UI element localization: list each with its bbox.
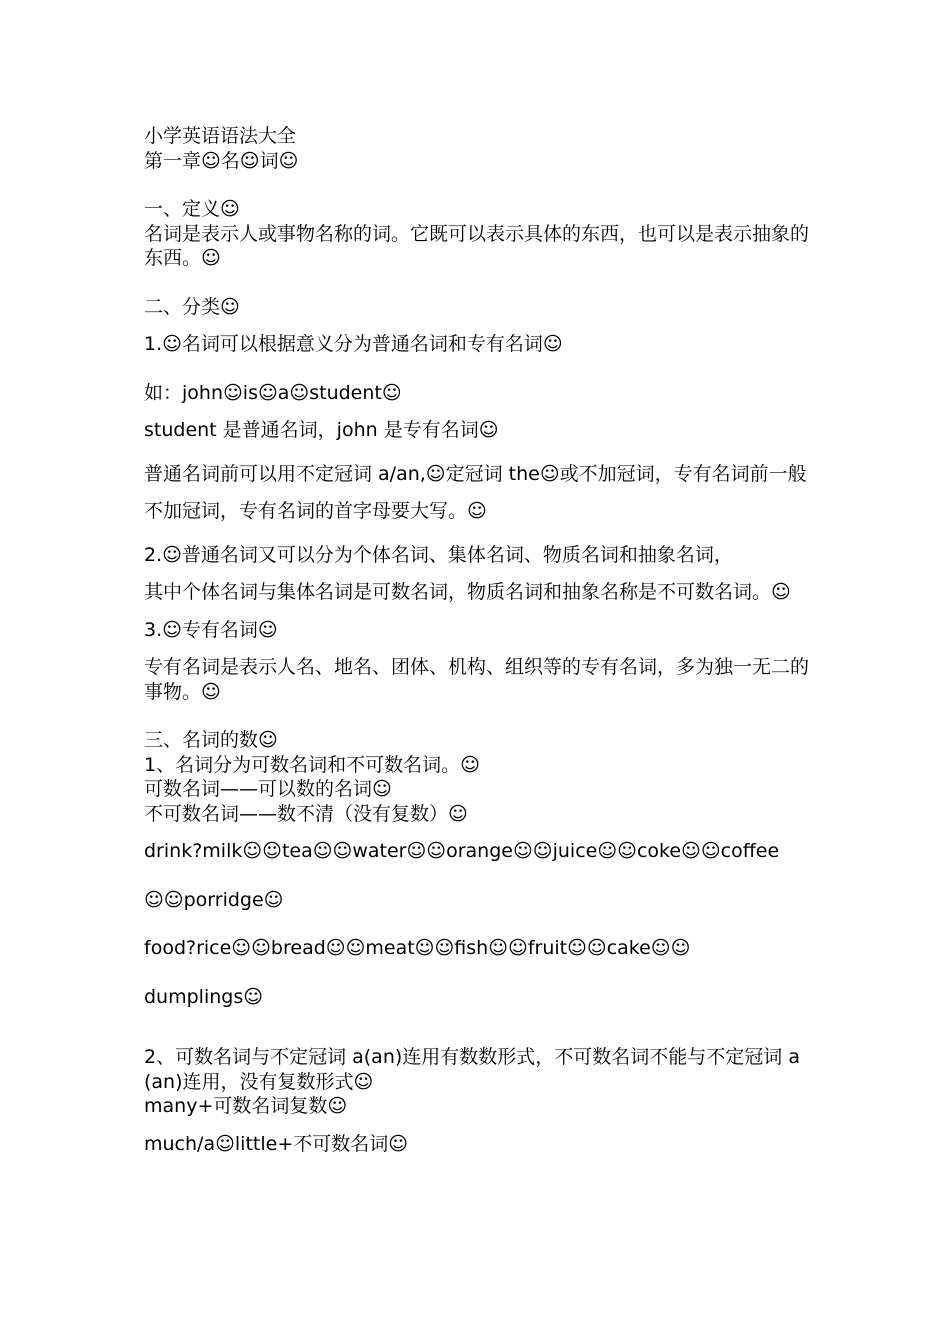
article-rule-paragraph: 普通名词前可以用不定冠词 a/an,☺定冠词 the☺或不加冠词，专有名词前一般不加冠词，专有名词的首字母要大写。☺ [144,462,807,522]
classification-item-3: 3.☺专有名词☺ [144,618,278,641]
document-body [144,124,814,1156]
food-list-line-2: dumplings☺ [144,985,264,1008]
document-title: 小学英语语法大全 [144,125,297,147]
definition-paragraph: 名词是表示人或事物名称的词。它既可以表示具体的东西，也可以是表示抽象的东西。☺ [144,222,810,269]
number-point-1: 1、名词分为可数名词和不可数名词。☺ [144,753,480,776]
food-list-line-1: food?rice☺☺bread☺☺meat☺☺fish☺☺fruit☺☺cake☺☺ [144,937,691,959]
chapter-heading: 第一章☺名☺词☺ [144,149,299,172]
much-rule: much/a☺little+不可数名词☺ [144,1132,409,1155]
drink-list-line-2: ☺☺porridge☺ [144,888,284,911]
example-sentence: 如：john☺is☺a☺student☺ [144,381,402,404]
proper-noun-paragraph: 专有名词是表示人名、地名、团体、机构、组织等的专有名词，多为独一无二的事物。☺ [144,656,810,703]
section-heading-definition: 一、定义☺ [144,198,240,220]
section-heading-number: 三、名词的数☺ [144,729,278,751]
section-heading-classification: 二、分类☺ [144,295,240,318]
uncountable-definition: 不可数名词——数不清（没有复数）☺ [144,802,468,825]
example-explanation: student 是普通名词，john 是专有名词☺ [144,419,499,441]
number-point-2: 2、可数名词与不定冠词 a(an)连用有数数形式，不可数名词不能与不定冠词 a(an)连用，没有复数形式☺ [144,1046,800,1093]
classification-item-2: 2.☺普通名词又可以分为个体名词、集体名词、物质名词和抽象名词， [144,543,733,566]
drink-list-line-1: drink?milk☺☺tea☺☺water☺☺orange☺☺juice☺☺coke☺☺coffee [144,840,780,862]
countable-definition: 可数名词——可以数的名词☺ [144,778,392,800]
many-rule: many+可数名词复数☺ [144,1095,348,1117]
classification-item-1: 1.☺名词可以根据意义分为普通名词和专有名词☺ [144,333,563,355]
classification-item-2-continued: 其中个体名词与集体名词是可数名词，物质名词和抽象名称是不可数名词。☺ [144,581,791,603]
